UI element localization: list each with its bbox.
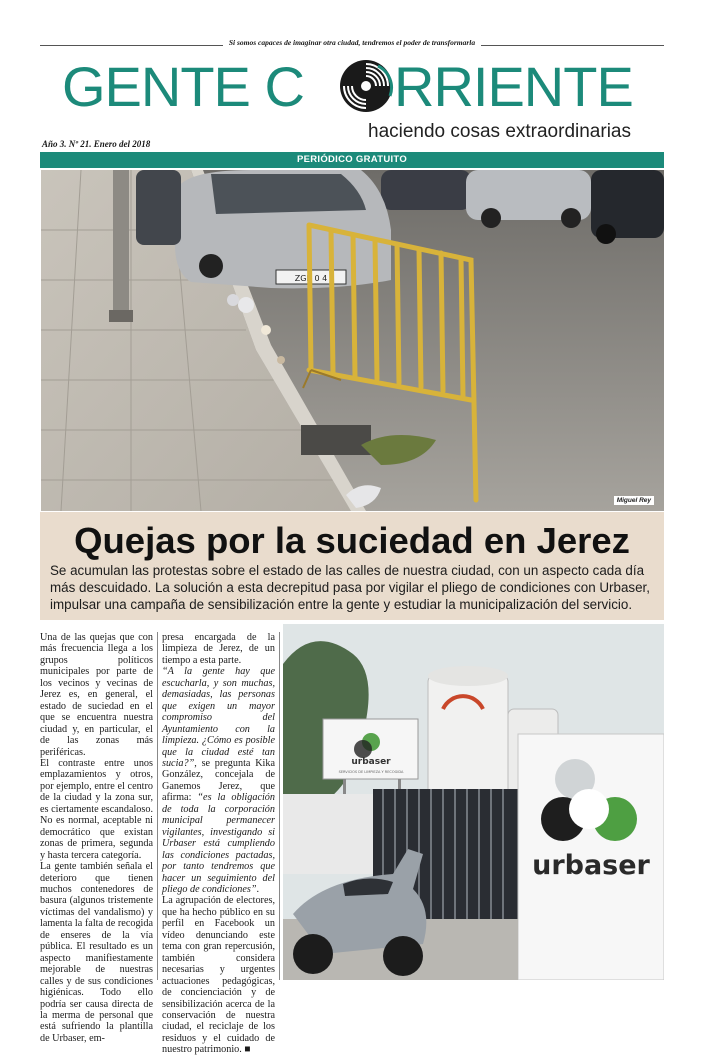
article-column-2 (162, 632, 275, 1056)
paragraph: La agrupación de electores, que ha hecho público en su perfil en Facebook un vídeo denunciando este tema con gran repercusión, también considera necesarias y urgentes actuaciones pedagógicas, de concienciación y de sensibilización acerca de la conservación de nuestra ciudad, el reciclaje de los residuos y el cuidado de nuestro patrimonio. ■ (162, 895, 275, 1056)
license-plate: ZGB 0 4 (294, 274, 328, 283)
tagline: Si somos capaces de imaginar otra ciudad, tendremos el poder de transformarla (40, 38, 664, 47)
lede: Se acumulan las protestas sobre el estado de las calles de nuestra ciudad, con un aspecto cada día más descuidado. La solución a esta decrepitud pasa por vigilar el pliego de condiciones con Urbaser, impulsar una campaña de sensibilización entre la gente y estudiar la municipalización del servicio. (50, 563, 650, 612)
column-rule (157, 632, 158, 980)
urbaser-brand: urbaser (532, 850, 650, 881)
masthead-title-right: RRIENTE (394, 55, 633, 118)
paragraph: La gente también señala el deterioro que tienen muchos contenedores de basura (algunos tristemente víctimas del vandalismo) y lamenta la falta de recogida de enseres de la vía pública. El resultado es un aspecto manifiestamente mejorable de nuestras calles y de sus condiciones higiénicas. Todo ello podría ser causa directa de la merma de personal que está sufriendo la plantilla de Urbaser, em- (40, 861, 153, 1044)
street-scene-illustration (41, 170, 664, 511)
quote: “es la obligación de toda la corporación municipal permanecer vigilantes, investigando si Urbaser está cumpliendo las condiciones pactadas, por tanto tendremos que hacer un seguimiento del pliego de condiciones” (162, 792, 275, 895)
headline-box (40, 512, 664, 620)
paragraph: presa encargada de la limpieza de Jerez, de un tiempo a esta parte. (162, 632, 275, 666)
paragraph: “A la gente hay que escucharla, y son muchas, demasiadas, las personas que exigen un mayor compromiso del Ayuntamiento con la limpieza. ¿Cómo es posible que la ciudad esté tan sucia?”, se pregunta Kika González, concejala de Ganemos Jerez, que afirma: “es la obligación de toda la corporación municipal permanecer vigilantes, investigando si Urbaser está cumpliendo las condiciones pactadas, por tanto tendremos que hacer un seguimiento del pliego de condiciones”. (162, 666, 275, 895)
small-sign-subtitle: SERVICIOS DE LIMPIEZA Y RECOGIDA (338, 770, 404, 774)
small-sign-brand: urbaser (351, 757, 391, 767)
masthead-subtitle: haciendo cosas extraordinarias (368, 121, 631, 142)
main-photo (41, 170, 664, 511)
paragraph: Una de las quejas que con más frecuencia llega a los grupos políticos municipales por parte de los vecinos y vecinas de Jerez es, en general, el estado de suciedad en el que se encuentra nuestra ciudad y, en particular, el de las zonas más periféricas. (40, 632, 153, 758)
headline: Quejas por la suciedad en Jerez (74, 520, 630, 561)
photo-credit: Miguel Rey (614, 496, 654, 505)
masthead-title-left: GENTE C (62, 55, 304, 118)
quote: “A la gente hay que escucharla, y son muchas, demasiadas, las personas que exigen un mayor compromiso del Ayuntamiento con la limpieza. ¿Cómo es posible que la ciudad esté tan sucia?” (162, 666, 275, 769)
article-column-1 (40, 632, 153, 1044)
paragraph: El contraste entre unos emplazamientos y otros, por ejemplo, entre el centro de la ciudad y la zona sur, es ciertamente escandaloso. No es normal, aceptable ni democrático que existan zonas de primera, segunda y hasta tercera categoría. (40, 757, 153, 861)
masthead (62, 52, 642, 122)
swirl-logo-icon (338, 58, 394, 114)
second-photo (283, 624, 664, 980)
free-newspaper-banner: PERIÓDICO GRATUITO (40, 152, 664, 168)
issue-info: Año 3. Nº 21. Enero del 2018 (42, 139, 151, 149)
column-rule (279, 632, 280, 980)
depot-scene-illustration (283, 624, 664, 980)
